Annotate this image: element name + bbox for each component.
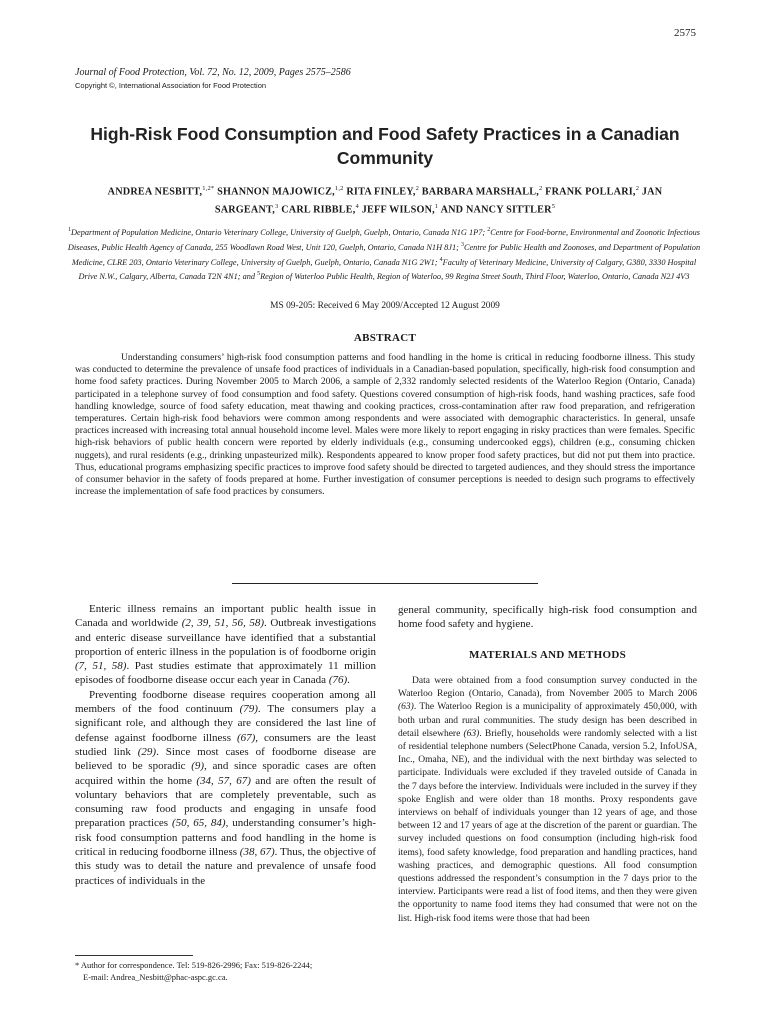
- author-name: JAN SARGEANT,: [214, 186, 663, 216]
- affiliation-text: Region of Waterloo Public Health, Region of Waterloo, 99 Regina Street South, Third Floor, Waterloo, Ontario, Canada N2J 4V3: [260, 272, 690, 282]
- author-name: JEFF WILSON,: [361, 204, 435, 216]
- citation-ref: (29): [137, 745, 157, 758]
- citation-ref: (38, 67): [239, 846, 275, 859]
- journal-copyright: Copyright ©, International Association for Food Protection: [75, 81, 267, 90]
- section-heading-methods: MATERIALS AND METHODS: [468, 648, 627, 661]
- body-paragraph-continuation: general community, specifically high-risk food consumption and home food safety and hygiene.: [398, 604, 697, 631]
- affiliation-marker: 5: [257, 271, 261, 278]
- body-paragraph: Preventing foodborne disease requires cooperation among all members of the food continuum (79). The consumers play a significant role, and although they are considered the last line of defense against foodborne illness (67), consumers are the least studied link (29). Since most cases of foodborne disease are believed to be sporadic (9), and since sporadic cases are often acquired within the home (34, 57, 67) and are often the result of voluntary behaviors that are completely preventable, such as consuming raw food products and engaging in unsafe food preparation practices (50, 65, 84), understanding consumer’s high-risk food consumption patterns and food handling in the home is critical in reducing foodborne illness (38, 67). Thus, the objective of this study was to detail the nature and prevalence of unsafe food practices of individuals in the: [75, 688, 377, 887]
- author-name: RITA FINLEY,: [346, 186, 416, 198]
- author-affiliation-marker: 2: [635, 185, 640, 192]
- citation-ref: (9): [191, 760, 205, 773]
- citation-ref: (7, 51, 58): [75, 660, 127, 673]
- body-paragraph: Enteric illness remains an important public health issue in Canada and worldwide (2, 39, 51, 56, 58). Outbreak investigations and enteric disease surveillance have identified that a substantial proportion of enteric illness in the population is of foodborne origin (7, 51, 58). Past studies estimate that approximately 11 million episodes of foodborne disease occur each year in Canada (76).: [75, 603, 376, 687]
- author-affiliation-marker: 2: [538, 185, 543, 192]
- abstract-text: Understanding consumers’ high-risk food consumption patterns and food handling in the home is critical in reducing foodborne illness. This study was conducted to determine the prevalence of unsafe food practices of individuals in a Canadian-based population, specifically, high-risk food consumption and home food safety practices. During November 2005 to March 2006, a sample of 2,332 randomly selected residents of the Waterloo Region (Ontario, Canada) participated in a telephone survey of food consumption and food safety. Questions covered consumption of high-risk foods, hand washing practices, safe food handling knowledge, source of food safety education, meat thawing and cooking practices, cross-contamination after raw food preparation, and refrigeration temperatures. Certain high-risk food behaviors were common among respondents and were associated with demographic characteristics. In general, unsafe practices increased with increasing total annual household income level. Males were more likely to report engaging in risky practices than were females. Specific high-risk behaviors of public health concern were reported by elderly individuals (e.g., consuming undercooked eggs), children (e.g., consuming chicken nuggets), and rural residents (e.g., drinking unpasteurized milk). Respondents appeared to know proper food safety practices, but did not put them into practice. Thus, educational programs emphasizing specific practices to improve food safety should be directed to targeted audiences, and they should stress the importance of consumer behavior in the safety of foods prepared at home. Further investigation of consumer perceptions is needed to design such programs to effectively increase the implementation of safe food practices by consumers.: [75, 352, 695, 498]
- left-column: [75, 602, 376, 888]
- author-name: BARBARA MARSHALL,: [421, 186, 539, 198]
- citation-ref: (67): [236, 731, 256, 744]
- author-affiliation-marker: 5: [551, 203, 556, 211]
- citation-ref: (50, 65, 84): [171, 817, 226, 830]
- affiliations: [66, 224, 702, 283]
- citation-ref: (63): [398, 702, 414, 713]
- received-accepted-dates: MS 09-205: Received 6 May 2009/Accepted 12 August 2009: [270, 301, 500, 311]
- affiliation-marker: 3: [460, 241, 464, 248]
- author-name: AND NANCY SITTLER: [440, 204, 552, 216]
- affiliation-text: Centre for Food-borne, Environmental and Zoonotic Infectious Diseases, Public Health Agency of Canada, 255 Woodlawn Road West, Unit 120, Guelph, Ontario, Canada N1H 8J1;: [67, 227, 700, 252]
- citation-ref: (79): [239, 703, 258, 716]
- article-title: High-Risk Food Consumption and Food Safety Practices in a Canadian Community: [90, 124, 680, 168]
- author-affiliation-marker: 1,2: [334, 185, 344, 192]
- author-affiliation-marker: 4: [355, 203, 359, 211]
- body-paragraph: Data were obtained from a food consumption survey conducted in the Waterloo Region (Ontario, Canada), from November 2005 to March 2006 (63). The Waterloo Region is a municipality of approximately 450,000, with both urban and rural communities. The study design has been described in detail elsewhere (63). Briefly, households were randomly selected with a list of residential telephone numbers (SelectPhone Canada, version 5.2, InfoUSA, Inc., Omaha, NE), and the individual with the next birthday was selected to participate. Individuals were excluded if they traveled outside of Canada in the 7 days before the interview. Individuals were included in the survey if they spoke English and were older than 18 months. Proxy respondents gave interviews on behalf of individuals younger than 12 years of age, and those between 12 and 17 years of age at the discretion of the parent or guardian. The survey included questions on food consumption (including high-risk food items), food safety knowledge, food preparation and handling practices, hand washing practices, and demographic questions. All food consumption questions addressed the respondent’s consumption in the 7 days prior to the interview. Participants were read a list of food items, and then they were given the opportunity to name food items they had consumed that were not on the list. High-risk food items were those that had been: [398, 675, 697, 924]
- affiliation-marker: 4: [439, 256, 443, 263]
- affiliation-text: Centre for Public Health and Zoonoses, and Department of Population Medicine, CLRE 203, Ontario Veterinary College, University of Guelph, Guelph, Ontario, Canada N1G 2W1;: [71, 242, 701, 267]
- section-divider: [232, 583, 538, 584]
- right-column: [398, 603, 697, 926]
- journal-citation: Journal of Food Protection, Vol. 72, No. 12, 2009, Pages 2575–2586: [75, 67, 351, 78]
- author-affiliation-marker: 3: [275, 203, 279, 211]
- author-affiliation-marker: 1: [434, 203, 439, 211]
- citation-ref: (34, 57, 67): [196, 774, 251, 787]
- affiliation-marker: 2: [487, 227, 491, 233]
- journal-header: [75, 66, 695, 92]
- citation-ref: (76): [328, 674, 348, 687]
- affiliation-marker: 1: [68, 227, 72, 233]
- author-name: FRANK POLLARI,: [545, 186, 636, 198]
- author-affiliation-marker: 1,2*: [202, 185, 215, 192]
- citation-ref: (63): [463, 728, 480, 739]
- footnote-rule: [75, 955, 193, 956]
- author-list: [75, 181, 695, 218]
- author-name: ANDREA NESBITT,: [107, 186, 203, 198]
- abstract-heading: ABSTRACT: [353, 332, 417, 344]
- correspondence-footnote: [75, 960, 378, 983]
- citation-ref: (2, 39, 51, 56, 58): [181, 617, 264, 630]
- affiliation-text: Department of Population Medicine, Ontario Veterinary College, University of Guelph, Guelph, Ontario, Canada N1G 1P7;: [71, 227, 486, 237]
- affiliation-text: Faculty of Veterinary Medicine, University of Calgary, G380, 3330 Hospital Drive N.W., Calgary, Alberta, Canada T2N 4N1; and: [78, 257, 697, 282]
- author-affiliation-marker: 2: [415, 185, 420, 192]
- footnote-email: E-mail: Andrea_Nesbitt@phac-aspc.gc.ca.: [83, 971, 228, 982]
- footnote-line: * Author for correspondence. Tel: 519-826-2996; Fax: 519-826-2244;: [75, 960, 313, 970]
- author-name: CARL RIBBLE,: [281, 204, 356, 216]
- page-number: 2575: [674, 27, 696, 39]
- author-name: SHANNON MAJOWICZ,: [217, 186, 335, 198]
